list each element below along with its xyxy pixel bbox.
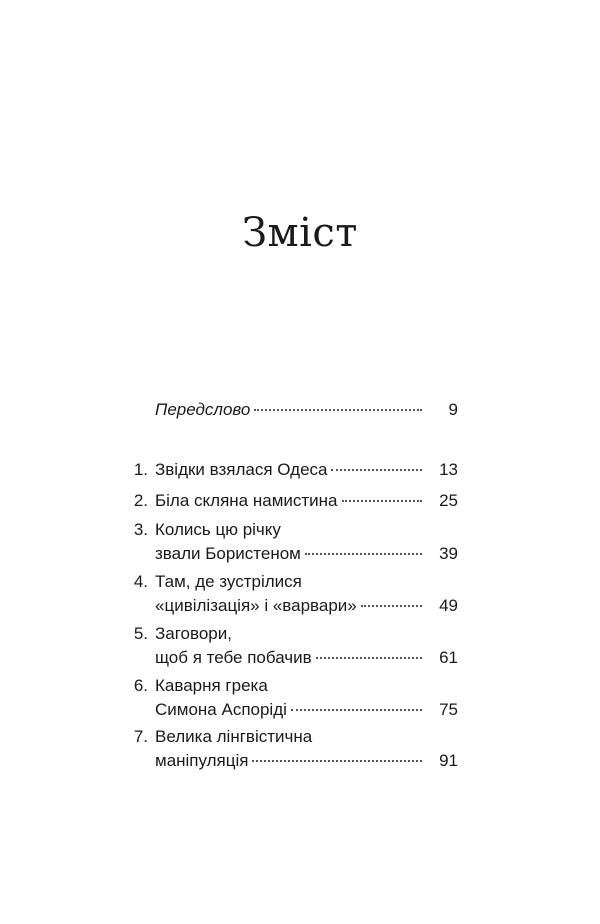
toc-entry-last-line	[155, 749, 458, 773]
toc-entry-title: «цивілізація» і «варвари»	[155, 596, 357, 615]
toc-entry-title: Біла скляна намистина	[155, 491, 338, 510]
chapter-number: 5.	[133, 624, 148, 643]
page-title: Зміст	[242, 210, 358, 256]
toc-entry-last-line	[155, 542, 458, 566]
toc-entry-last-line	[155, 646, 458, 670]
toc-entry-title: Звідки взялася Одеса	[155, 460, 328, 479]
toc-page-number: 9	[448, 400, 458, 419]
toc-entry-title-line: Там, де зустрілися	[155, 572, 302, 591]
leader-dots	[252, 760, 422, 762]
chapter-number: 1.	[133, 460, 148, 479]
toc-entry-last-line	[155, 458, 458, 482]
toc-entry-title-line: Каварня грека	[155, 676, 268, 695]
chapter-number: 4.	[133, 572, 148, 591]
toc-page-number: 13	[439, 460, 458, 479]
toc-page-number: 25	[439, 491, 458, 510]
leader-dots	[342, 500, 422, 502]
leader-dots	[254, 409, 422, 411]
toc-entry-title-line: Колись цю річку	[155, 520, 281, 539]
toc-entry-last-line	[155, 594, 458, 618]
toc-entry-title: маніпуляція	[155, 751, 249, 770]
toc-page-number: 91	[439, 751, 458, 770]
toc-entry-title: Передслово	[155, 400, 251, 419]
toc-entry-title: Симона Аспоріді	[155, 700, 287, 719]
chapter-number: 7.	[133, 727, 148, 746]
toc-entry-last-line	[155, 398, 458, 422]
leader-dots	[291, 709, 422, 711]
toc-entry-title-line: Заговори,	[155, 624, 232, 643]
toc-entry-title: щоб я тебе побачив	[155, 648, 312, 667]
chapter-number: 6.	[133, 676, 148, 695]
toc-page-number: 39	[439, 544, 458, 563]
toc-entry-last-line	[155, 489, 458, 513]
chapter-number: 3.	[133, 520, 148, 539]
leader-dots	[331, 469, 422, 471]
toc-page-number: 49	[439, 596, 458, 615]
leader-dots	[316, 657, 422, 659]
leader-dots	[305, 553, 422, 555]
toc-entry-title: звали Бористеном	[155, 544, 301, 563]
toc-page-number: 61	[439, 648, 458, 667]
leader-dots	[361, 605, 422, 607]
chapter-number: 2.	[133, 491, 148, 510]
toc-page-number: 75	[439, 700, 458, 719]
toc-entry-title-line: Велика лінгвістична	[155, 727, 313, 746]
toc-entry-last-line	[155, 698, 458, 722]
